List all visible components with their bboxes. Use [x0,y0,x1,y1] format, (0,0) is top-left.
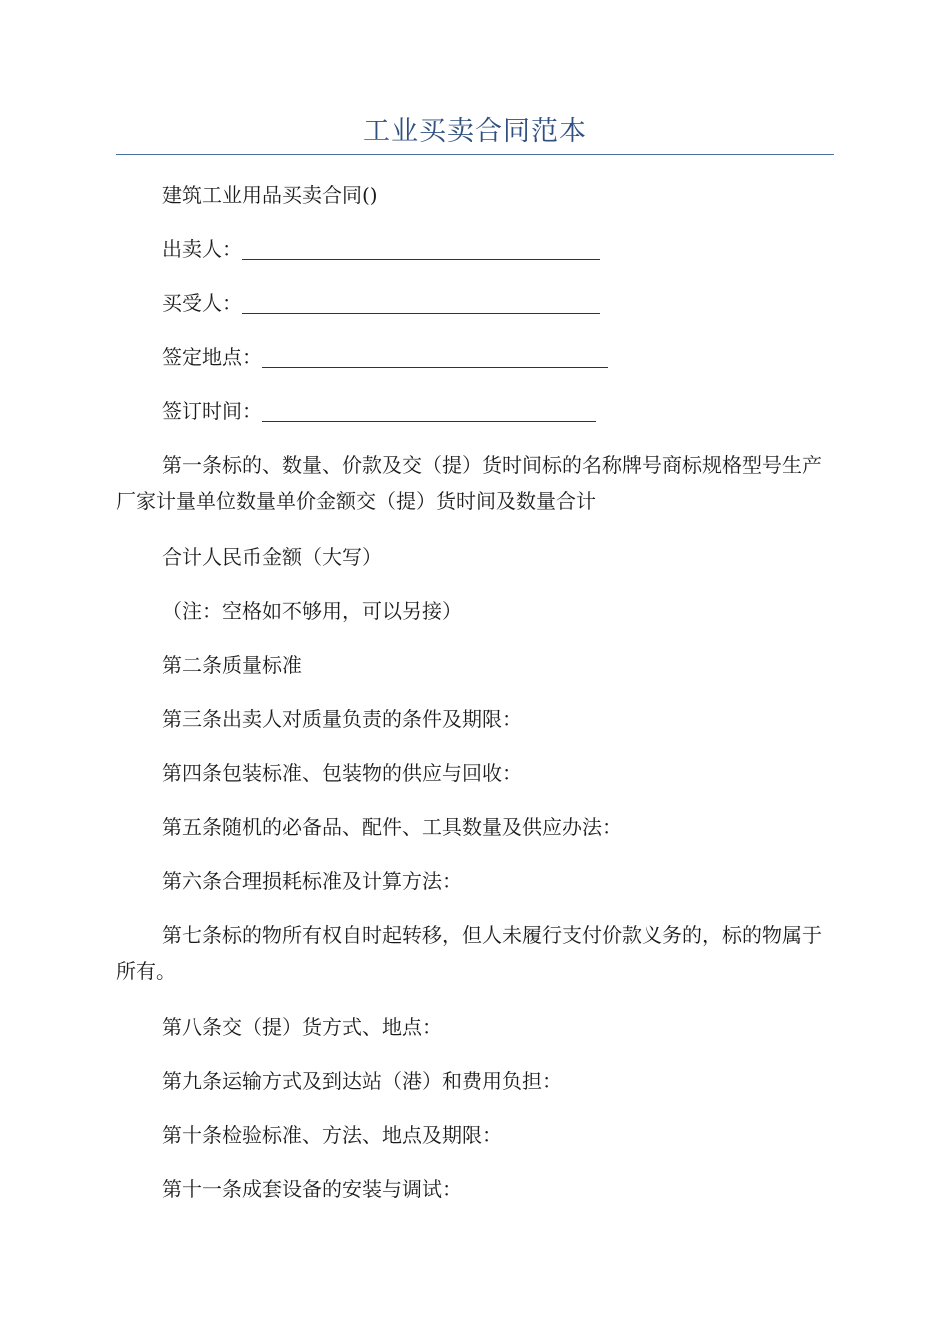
seller-field-row [116,231,882,267]
clause-2: 第二条质量标准 [162,653,302,677]
time-blank-line [262,401,596,422]
place-field-row [116,339,882,375]
contract-subtitle: 建筑工业用品买卖合同() [162,183,378,207]
seller-blank-line [242,239,600,260]
time-field-row [116,393,882,429]
place-label: 签定地点： [162,345,262,369]
clause-10: 第十条检验标准、方法、地点及期限： [162,1123,502,1147]
document-title: 工业买卖合同范本 [363,116,587,147]
total-amount-line: 合计人民币金额（大写） [162,545,382,569]
clause-1: 第一条标的、数量、价款及交（提）货时间标的名称牌号商标规格型号生产厂家计量单位数量单价金额交（提）货时间及数量合计 [116,453,822,513]
note-line: （注：空格如不够用，可以另接） [162,599,462,623]
clause-9: 第九条运输方式及到达站（港）和费用负担： [162,1069,562,1093]
clause-11: 第十一条成套设备的安装与调试： [162,1177,462,1201]
clause-7: 第七条标的物所有权自时起转移，但人未履行支付价款义务的，标的物属于所有。 [116,923,822,983]
clause-6: 第六条合理损耗标准及计算方法： [162,869,462,893]
title-underline [116,154,834,155]
buyer-label: 买受人： [162,291,242,315]
clause-5: 第五条随机的必备品、配件、工具数量及供应办法： [162,815,622,839]
time-label: 签订时间： [162,399,262,423]
buyer-blank-line [242,293,600,314]
place-blank-line [262,347,608,368]
buyer-field-row [116,285,882,321]
clause-4: 第四条包装标准、包装物的供应与回收： [162,761,522,785]
seller-label: 出卖人： [162,237,242,261]
clause-3: 第三条出卖人对质量负责的条件及期限： [162,707,522,731]
clause-8: 第八条交（提）货方式、地点： [162,1015,442,1039]
